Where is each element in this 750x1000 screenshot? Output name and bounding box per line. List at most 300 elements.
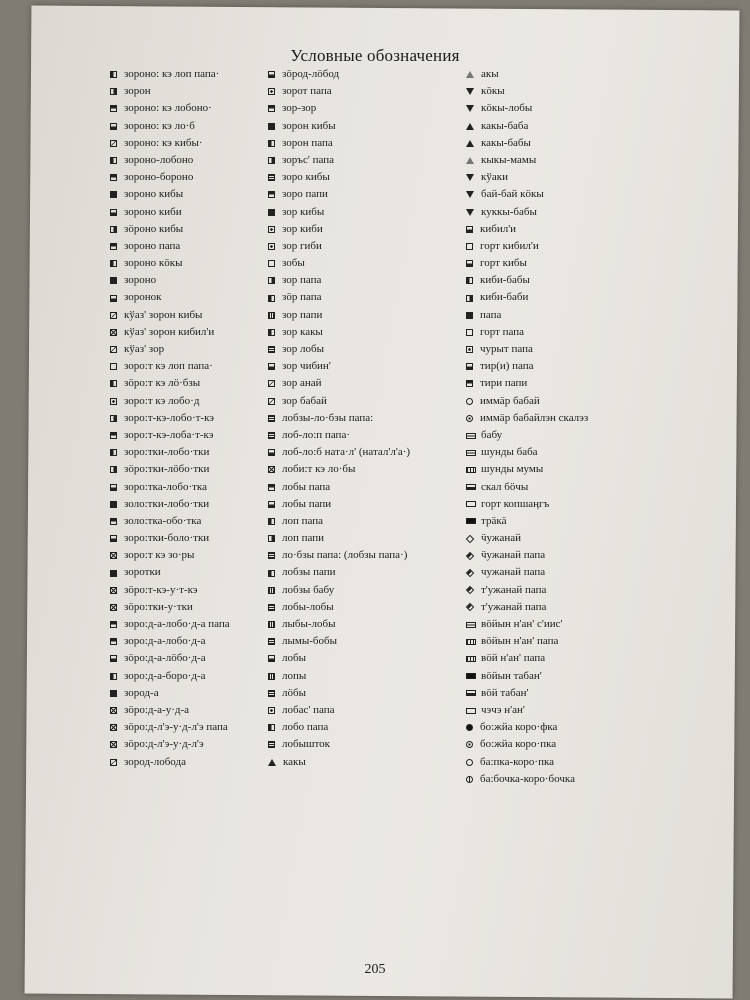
square-half-bottom-icon (110, 535, 117, 542)
legend-entry-label: скал бӧчы (481, 480, 529, 493)
square-half-top-icon (268, 105, 275, 112)
legend-entry (268, 702, 468, 719)
legend-entry (466, 530, 736, 547)
circle-full-icon (466, 724, 473, 731)
square-lines-icon (268, 741, 275, 748)
legend-entry-label: куккы-бабы (481, 205, 537, 218)
legend-entry (466, 221, 736, 238)
legend-entry (466, 668, 736, 685)
legend-entry-label: лоби:т кэ ло·бы (282, 463, 356, 476)
legend-entry (110, 341, 270, 358)
legend-entry (110, 358, 270, 375)
legend-entry-label: лыбы-лобы (282, 618, 336, 630)
legend-entry (268, 650, 468, 667)
legend-entry (268, 685, 468, 702)
legend-entry-label: зӧро:д-л'э-у·д-л'э папа (124, 721, 228, 734)
square-vlines-icon (268, 587, 275, 594)
legend-entry (110, 186, 270, 203)
square-half-bottom-icon (268, 363, 275, 370)
legend-entry (110, 444, 270, 461)
square-half-top-icon (110, 105, 117, 112)
square-half-top-icon (466, 380, 473, 387)
square-full-icon (110, 501, 117, 508)
legend-entry (110, 461, 270, 478)
legend-entry-label: шунды мумы (481, 463, 544, 476)
rect-lines-icon (466, 433, 476, 439)
rect-vlines-icon (466, 467, 476, 473)
legend-entry (268, 719, 468, 736)
square-half-bottom-icon (110, 209, 117, 216)
square-half-left-icon (268, 329, 275, 336)
square-half-top-icon (110, 638, 117, 645)
square-half-left-icon (110, 673, 117, 680)
legend-entry-label: зород-лобода (124, 755, 186, 768)
legend-entry-label: зор-зор (282, 102, 317, 115)
legend-entry (466, 238, 736, 255)
triangle-down-icon (466, 105, 474, 112)
legend-entry-label: зороно: кэ лоп папа· (124, 68, 220, 80)
legend-entry-label: зоротки (124, 566, 161, 579)
legend-entry-label: зорон (124, 85, 151, 98)
square-lines-icon (268, 638, 275, 645)
legend-entry-label: зороно-лобоно (124, 153, 194, 166)
legend-entry (268, 83, 468, 100)
legend-entry-label: зор киби (282, 222, 323, 235)
legend-entry-label: зоро:д-а-лобо·д-а (124, 635, 206, 648)
legend-entry-label: зӧро:т кэ лӧ·бзы (124, 377, 201, 390)
legend-entry-label: зоро:тка-лобо·тка (124, 480, 207, 493)
legend-entry-label: киби-бабы (480, 274, 530, 287)
legend-entry (268, 358, 468, 375)
square-empty-icon (466, 243, 473, 250)
legend-entry-label: вӧй н'ан' папа (481, 652, 546, 665)
legend-entry (110, 135, 270, 152)
legend-entry-label: акы (481, 68, 499, 80)
legend-entry-label: зор папи (282, 308, 323, 321)
square-diag-icon (110, 759, 117, 766)
legend-entry-label: зор чибин' (282, 360, 331, 373)
legend-entry (110, 582, 270, 599)
legend-entry (466, 289, 736, 306)
legend-entry-label: т'ужанай папа (481, 583, 547, 596)
square-full-icon (110, 191, 117, 198)
page-title: Условные обозначения (290, 46, 460, 65)
legend-entry (466, 410, 736, 427)
square-full-icon (268, 123, 275, 130)
legend-entry-label: лопы (282, 669, 307, 682)
legend-entry (268, 530, 468, 547)
legend-entry (110, 255, 270, 272)
diamond-half-icon (466, 569, 474, 577)
legend-entry (268, 461, 468, 478)
legend-entry (466, 186, 736, 203)
legend-entry (110, 479, 270, 496)
legend-entry-label: зоро:д-а-боро·д-а (124, 669, 206, 682)
legend-entry-label: зороно: кэ кибы· (124, 136, 203, 149)
square-half-top-icon (110, 174, 117, 181)
legend-entry-label: кўаки (481, 171, 508, 184)
square-half-bottom-icon (466, 260, 473, 267)
legend-entry-label: какы-бабы (481, 136, 531, 149)
legend-entry (268, 633, 468, 650)
square-half-top-icon (110, 432, 117, 439)
square-half-bottom-icon (268, 449, 275, 456)
legend-entry (110, 616, 270, 633)
square-empty-icon (268, 260, 275, 267)
legend-entry (268, 582, 468, 599)
legend-entry-label: зор анай (282, 377, 322, 390)
legend-entry-label: лымы-бобы (282, 635, 337, 648)
legend-entry (110, 66, 270, 83)
legend-entry (110, 410, 270, 427)
legend-entry (110, 685, 270, 702)
square-cross-icon (268, 466, 275, 473)
legend-entry-label: папа (480, 308, 502, 321)
legend-entry (466, 702, 736, 719)
legend-entry (268, 410, 468, 427)
legend-entry-label: лоп папа (282, 514, 324, 527)
square-dot-icon (268, 88, 275, 95)
legend-entry-label: зороно кибы (124, 188, 184, 201)
square-half-bottom-icon (110, 484, 117, 491)
legend-entry (466, 169, 736, 186)
legend-entry (110, 427, 270, 444)
square-cross-icon (110, 724, 117, 731)
legend-entry (466, 496, 736, 513)
rect-vlines-icon (466, 639, 476, 645)
legend-entry (466, 358, 736, 375)
triangle-up-icon (466, 123, 474, 130)
legend-entry-label: зоро:т кэ зо·ры (124, 549, 195, 562)
square-diag-icon (110, 140, 117, 147)
legend-entry (268, 564, 468, 581)
legend-entry (110, 754, 270, 771)
legend-entry-label: зоро:т-кэ-лобо·т-кэ (124, 411, 215, 424)
square-diag-icon (110, 312, 117, 319)
legend-entry (110, 496, 270, 513)
triangle-down-icon (466, 88, 474, 95)
legend-entry-label: зор бабай (282, 394, 327, 407)
legend-column-2 (268, 66, 468, 771)
legend-entry (466, 754, 736, 771)
legend-entry (268, 169, 468, 186)
legend-entry (466, 547, 736, 564)
legend-entry-label: чурыт папа (480, 343, 533, 355)
legend-entry-label: чужанай папа (481, 566, 546, 579)
legend-entry-label: зӧро:тки-лӧбо·тки (124, 463, 210, 476)
legend-entry-label: лоб-ло:б ната·л' (натал'л'а·) (282, 446, 411, 459)
legend-column-1 (110, 66, 270, 771)
legend-entry-label: зӧро:д-а-у·д-а (124, 703, 190, 716)
legend-entry (268, 444, 468, 461)
triangle-outline-icon (466, 157, 474, 164)
legend-entry (466, 444, 736, 461)
legend-entry-label: зоро кибы (282, 171, 330, 184)
square-cross-icon (110, 587, 117, 594)
legend-entry (466, 513, 736, 530)
legend-entry (110, 736, 270, 753)
legend-entry (466, 616, 736, 633)
legend-entry-label: зӧро:д-л'э-у·д-л'э (124, 738, 204, 751)
legend-entry-label: зорон кибы (282, 119, 336, 132)
diamond-outline-icon (466, 534, 474, 542)
square-cross-icon (110, 329, 117, 336)
legend-entry-label: зороно киби (124, 205, 182, 218)
legend-entry (466, 479, 736, 496)
legend-entry-label: зӧроно кибы (124, 222, 184, 235)
square-empty-icon (110, 363, 117, 370)
legend-entry (268, 289, 468, 306)
legend-entry (110, 375, 270, 392)
legend-entry-label: т'ужанай папа (481, 600, 547, 613)
legend-entry (466, 272, 736, 289)
legend-entry-label: тир(и) папа (480, 360, 534, 373)
legend-entry-label: тири папи (480, 377, 528, 390)
legend-entry-label: зоро:т кэ лобо·д (124, 394, 200, 407)
legend-entry (268, 238, 468, 255)
square-lines-icon (268, 415, 275, 422)
legend-entry-label: зорот папа (282, 85, 332, 98)
legend-entry (466, 204, 736, 221)
legend-entry-label: зоро:т-кэ-лоба·т-кэ (124, 428, 214, 441)
legend-entry-label: бо:жйа коро·пка (480, 738, 557, 751)
legend-entry-label: горт кибы (480, 257, 527, 270)
legend-entry-label: бабу (481, 428, 503, 441)
legend-entry-label: кўаз' зорон кибы (124, 308, 203, 321)
legend-entry-label: ба:бочка-коро·бочка (480, 772, 575, 785)
legend-entry (110, 118, 270, 135)
legend-entry (268, 513, 468, 530)
square-full-icon (110, 570, 117, 577)
legend-entry (110, 650, 270, 667)
triangle-down-icon (466, 191, 474, 198)
legend-entry (268, 255, 468, 272)
legend-entry (268, 135, 468, 152)
square-half-left-icon (268, 570, 275, 577)
legend-entry (268, 118, 468, 135)
legend-entry (466, 736, 736, 753)
legend-entry-label: кӧкы (481, 85, 505, 98)
legend-entry-label: вӧйын табан' (481, 669, 542, 682)
square-lines-icon (268, 346, 275, 353)
legend-entry-label: зороно: кэ лобоно· (124, 102, 212, 115)
legend-entry (268, 375, 468, 392)
rect-lines-icon (466, 450, 476, 456)
legend-entry (466, 135, 736, 152)
square-half-bottom-icon (268, 501, 275, 508)
rect-outline-icon (466, 708, 476, 714)
square-diag-icon (110, 346, 117, 353)
legend-entry-label: зороно (124, 274, 157, 287)
legend-entry-label: вӧйын н'ан' с'иис' (481, 618, 563, 630)
square-half-left-icon (268, 140, 275, 147)
legend-entry (268, 204, 468, 221)
legend-entry-label: лобы папи (282, 497, 332, 510)
square-lines-icon (268, 432, 275, 439)
legend-entry (110, 238, 270, 255)
legend-entry (110, 633, 270, 650)
square-half-right-icon (110, 226, 117, 233)
legend-entry-label: зоръс' папа (282, 153, 334, 166)
legend-entry (466, 650, 736, 667)
legend-entry (466, 633, 736, 650)
legend-entry (110, 307, 270, 324)
square-half-left-icon (268, 518, 275, 525)
legend-entry-label: зороно кӧкы (124, 257, 183, 270)
square-half-bottom-icon (466, 226, 473, 233)
legend-entry-label: иммӓр бабайлэн скалэз (480, 411, 589, 424)
square-half-right-icon (268, 535, 275, 542)
legend-entry-label: золо:тки-лобо·тки (124, 497, 210, 510)
legend-entry-label: зӧр папа (282, 291, 322, 304)
square-half-left-icon (110, 260, 117, 267)
legend-entry-label: зороно-бороно (124, 171, 194, 184)
square-half-left-icon (110, 380, 117, 387)
square-lines-icon (268, 604, 275, 611)
legend-entry (110, 668, 270, 685)
square-half-left-icon (110, 449, 117, 456)
legend-entry (110, 289, 270, 306)
legend-entry (268, 479, 468, 496)
legend-entry-label: горт копшаӊгъ (481, 497, 550, 510)
legend-entry (268, 427, 468, 444)
legend-entry-label: зород-а (124, 686, 159, 699)
square-cross-icon (110, 552, 117, 559)
legend-entry (268, 272, 468, 289)
square-half-right-icon (110, 466, 117, 473)
legend-entry (466, 564, 736, 581)
legend-entry (110, 599, 270, 616)
diamond-half-icon (466, 552, 474, 560)
legend-entry-label: ӵужанай папа (481, 549, 546, 562)
square-half-right-icon (466, 295, 473, 302)
square-half-left-icon (268, 724, 275, 731)
square-half-bottom-icon (110, 123, 117, 130)
square-dot-icon (268, 707, 275, 714)
legend-entry-label: кўаз' зорон кибил'и (124, 325, 215, 338)
square-full-icon (268, 209, 275, 216)
legend-entry-label: какы (283, 755, 306, 768)
legend-entry-label: кўаз' зор (124, 343, 165, 355)
legend-entry-label: зӧро:тки-у·тки (124, 600, 193, 613)
legend-entry (466, 771, 736, 788)
triangle-up-icon (268, 759, 276, 766)
square-half-bottom-icon (466, 363, 473, 370)
diamond-half-icon (466, 603, 474, 611)
rect-half-icon (466, 484, 476, 490)
legend-entry (466, 461, 736, 478)
legend-entry-label: лобы-лобы (282, 600, 334, 613)
rect-vlines-icon (466, 656, 476, 662)
square-half-left-icon (466, 277, 473, 284)
legend-entry (268, 393, 468, 410)
legend-entry-label: лобо папа (282, 721, 329, 734)
legend-entry-label: горт кибил'и (480, 239, 539, 252)
legend-column-3 (466, 66, 736, 788)
legend-entry-label: лобас' папа (282, 703, 335, 716)
circle-outline-icon (466, 759, 473, 766)
page-number: 205 (364, 962, 386, 977)
square-half-bottom-icon (268, 655, 275, 662)
legend-entry-label: ба:пка-коро·пка (480, 755, 555, 768)
legend-entry-label: кӧкы-лобы (481, 102, 533, 115)
square-diag-icon (268, 398, 275, 405)
square-half-left-icon (268, 295, 275, 302)
legend-entry (466, 255, 736, 272)
legend-entry-label: киби-баби (480, 291, 529, 304)
legend-entry-label: вӧйын н'ан' папа (481, 635, 559, 648)
legend-entry (466, 324, 736, 341)
legend-entry (110, 204, 270, 221)
square-full-icon (110, 690, 117, 697)
legend-entry (268, 100, 468, 117)
legend-entry (110, 324, 270, 341)
triangle-up-icon (466, 140, 474, 147)
legend-entry-label: золо:тка-обо·тка (124, 514, 202, 527)
legend-entry (466, 307, 736, 324)
legend-entry (466, 719, 736, 736)
triangle-outline-icon (466, 71, 474, 78)
legend-entry (110, 100, 270, 117)
square-vlines-icon (268, 312, 275, 319)
square-cross-icon (110, 604, 117, 611)
legend-entry (110, 702, 270, 719)
legend-entry (110, 83, 270, 100)
rect-full-icon (466, 518, 476, 524)
legend-entry-label: зӧрод-лӧбод (282, 68, 340, 80)
square-half-top-icon (268, 191, 275, 198)
square-half-top-icon (268, 484, 275, 491)
legend-entry (466, 393, 736, 410)
square-cross-icon (110, 707, 117, 714)
square-vlines-icon (268, 673, 275, 680)
legend-entry-label: шунды баба (481, 446, 538, 459)
legend-entry (268, 599, 468, 616)
diamond-half-icon (466, 586, 474, 594)
legend-entry-label: лобы папа (282, 480, 331, 493)
legend-entry-label: лӧбы (282, 686, 306, 699)
square-half-right-icon (110, 415, 117, 422)
rect-lines-icon (466, 622, 476, 628)
legend-entry (268, 186, 468, 203)
square-half-left-icon (110, 71, 117, 78)
legend-entry (110, 221, 270, 238)
circle-bar-icon (466, 776, 473, 783)
square-dot-icon (110, 398, 117, 405)
square-lines-icon (268, 690, 275, 697)
legend-entry-label: лобзы-ло·бзы папа: (282, 411, 374, 424)
square-half-right-icon (268, 277, 275, 284)
legend-entry (466, 118, 736, 135)
legend-entry (268, 668, 468, 685)
legend-entry-label: зорон папа (282, 136, 333, 149)
legend-entry (110, 152, 270, 169)
legend-entry (268, 152, 468, 169)
square-dot-icon (268, 226, 275, 233)
legend-entry-label: зор какы (282, 325, 323, 338)
legend-entry-label: зӧро:д-а-лӧбо·д-а (124, 652, 206, 665)
legend-entry (110, 169, 270, 186)
square-diag-icon (268, 380, 275, 387)
legend-entry-label: лобзы бабу (282, 583, 335, 596)
legend-entry (268, 547, 468, 564)
square-half-top-icon (110, 621, 117, 628)
legend-entry (110, 530, 270, 547)
legend-entry (466, 375, 736, 392)
legend-entry (110, 393, 270, 410)
legend-entry-label: зоро:тки-лобо·тки (124, 446, 210, 459)
legend-entry-label: горт папа (480, 325, 525, 338)
